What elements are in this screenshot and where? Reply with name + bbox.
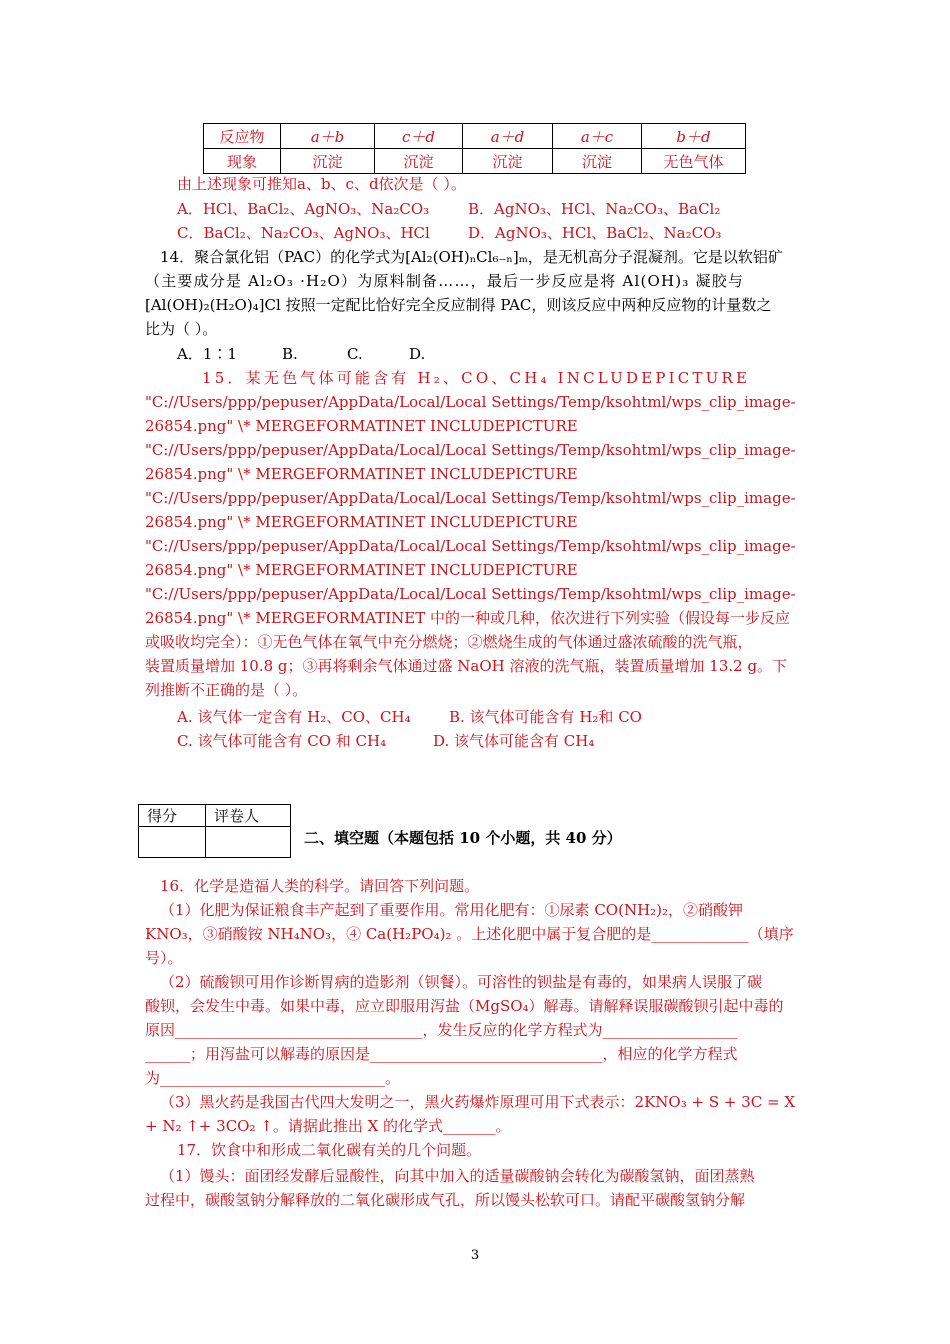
q16-line: （2）硫酸钡可用作诊断胃病的造影剂（钡餐）。可溶性的钡盐是有毒的，如果病人误服了碳 [160, 973, 763, 991]
table-header-row [204, 124, 746, 149]
table-cell: a＋c [553, 124, 642, 149]
q16-line: ______；用泻盐可以解毒的原因是_______________________________，相应的化学方程式 [145, 1045, 738, 1063]
table-cell: 沉淀 [281, 149, 375, 174]
table-cell: 沉淀 [375, 149, 463, 174]
table-cell: 无色气体 [642, 149, 746, 174]
q15-path-line: "C://Users/ppp/pepuser/AppData/Local/Local Settings/Temp/ksohtml/wps_clip_image- [145, 489, 796, 507]
q15-path-line: "C://Users/ppp/pepuser/AppData/Local/Local Settings/Temp/ksohtml/wps_clip_image- [145, 537, 796, 555]
q14-option-c: C. [347, 345, 363, 363]
q16-title: 16．化学是造福人类的科学。请回答下列问题。 [160, 877, 480, 895]
q15-mid-line: 26854.png" \* MERGEFORMATINET INCLUDEPICTURE [145, 561, 578, 579]
q14-line: 比为（ ）。 [145, 320, 218, 338]
q17-title: 17．饮食中和形成二氧化碳有关的几个问题。 [177, 1141, 482, 1159]
table-cell: a＋d [463, 124, 553, 149]
q14-line: （主要成分是 Al₂O₃ ·H₂O）为原料制备……，最后一步反应是将 Al(OH)₃ 凝胶与 [145, 272, 745, 290]
q15-mid-line: 26854.png" \* MERGEFORMATINET INCLUDEPICTURE [145, 465, 578, 483]
q15-line: 装置质量增加 10.8 g；③再将剩余气体通过盛 NaOH 溶液的洗气瓶，装置质量增加 13.2 g。下 [145, 657, 788, 675]
q15-line: 列推断不正确的是（ ）。 [145, 681, 308, 699]
q16-line: 原因_________________________________，发生反应的化学方程式为__________________ [145, 1021, 738, 1039]
q14-option-b: B. [282, 345, 298, 363]
q15-path-line: "C://Users/ppp/pepuser/AppData/Local/Local Settings/Temp/ksohtml/wps_clip_image- [145, 393, 796, 411]
grader-label: 评卷人 [206, 805, 291, 827]
q15-path-line: "C://Users/ppp/pepuser/AppData/Local/Local Settings/Temp/ksohtml/wps_clip_image- [145, 585, 796, 603]
q13-option-a: A．HCl、BaCl₂、AgNO₃、Na₂CO₃ [177, 200, 430, 218]
q15-line: 或吸收均完全）：①无色气体在氧气中充分燃烧；②燃烧生成的气体通过盛浓硫酸的洗气瓶， [145, 633, 753, 651]
q17-line: 过程中，碳酸氢钠分解释放的二氧化碳形成气孔，所以馒头松软可口。请配平碳酸氢钠分解 [145, 1191, 746, 1209]
q13-option-c: C．BaCl₂、Na₂CO₃、AgNO₃、HCl [177, 224, 430, 242]
q15-option-d: D. 该气体可能含有 CH₄ [433, 732, 595, 750]
q16-line: （1）化肥为保证粮食丰产起到了重要作用。常用化肥有：①尿素 CO(NH₂)₂，②硝酸钾 [160, 901, 744, 919]
q13-option-d: D．AgNO₃、HCl、BaCl₂、Na₂CO₃ [468, 224, 722, 242]
q14-option-d: D. [409, 345, 426, 363]
table-cell: 现象 [204, 149, 281, 174]
q14-option-a: A．1∶1 [177, 345, 237, 363]
table-row [204, 149, 746, 174]
q16-line: 酸钡，会发生中毒。如果中毒，应立即服用泻盐（MgSO₄）解毒。请解释误服碳酸钡引起中毒的 [145, 997, 784, 1015]
observation-table [203, 123, 746, 174]
table-cell: a＋b [281, 124, 375, 149]
q15-line: 15．某无色气体可能含有 H₂、CO、CH₄ INCLUDEPICTURE [202, 369, 751, 387]
q15-mid-line: 26854.png" \* MERGEFORMATINET INCLUDEPICTURE [145, 513, 578, 531]
q15-option-c: C. 该气体可能含有 CO 和 CH₄ [177, 732, 387, 750]
section-title: 二、填空题（本题包括 10 个小题，共 40 分） [304, 829, 622, 847]
score-table [138, 804, 291, 858]
q15-mid-line: 26854.png" \* MERGEFORMATINET INCLUDEPICTURE [145, 417, 578, 435]
table-cell: 沉淀 [553, 149, 642, 174]
q15-end-line: 26854.png" \* MERGEFORMATINET 中的一种或几种，依次进行下列实验（假设每一步反应 [145, 609, 791, 627]
q16-line: 号）。 [145, 949, 183, 967]
table-cell: 沉淀 [463, 149, 553, 174]
q15-option-b: B. 该气体可能含有 H₂和 CO [449, 708, 642, 726]
score-label: 得分 [139, 805, 206, 827]
q13-option-b: B．AgNO₃、HCl、Na₂CO₃、BaCl₂ [468, 200, 721, 218]
q16-line: （3）黑火药是我国古代四大发明之一，黑火药爆炸原理可用下式表示：2KNO₃ + S + 3C = X [160, 1093, 796, 1111]
q17-line: （1）馒头：面团经发酵后显酸性，向其中加入的适量碳酸钠会转化为碳酸氢钠，面团蒸熟 [160, 1167, 755, 1185]
table-cell: 反应物 [204, 124, 281, 149]
q13-stem: 由上述现象可推知a、b、c、d依次是（ ）。 [177, 175, 466, 193]
grader-field[interactable] [206, 827, 291, 858]
q15-option-a: A. 该气体一定含有 H₂、CO、CH₄ [177, 708, 411, 726]
score-field[interactable] [139, 827, 206, 858]
page-number: 3 [470, 1248, 480, 1263]
q14-line: [Al(OH)₂(H₂O)₄]Cl 按照一定配比恰好完全反应制得 PAC，则该反应中两种反应物的计量数之 [145, 296, 772, 314]
table-cell: c＋d [375, 124, 463, 149]
table-cell: b＋d [642, 124, 746, 149]
q14-line: 14．聚合氯化铝（PAC）的化学式为[Al₂(OH)ₙCl₆₋ₙ]ₘ，是无机高分子混凝剂。它是以软铝矿 [160, 248, 783, 266]
q15-path-line: "C://Users/ppp/pepuser/AppData/Local/Local Settings/Temp/ksohtml/wps_clip_image- [145, 441, 796, 459]
q16-line: + N₂ ↑+ 3CO₂ ↑。请据此推出 X 的化学式_______。 [145, 1117, 511, 1135]
q16-line: KNO₃，③硝酸铵 NH₄NO₃，④ Ca(H₂PO₄)₂ 。上述化肥中属于复合肥的是_____________（填序 [145, 925, 794, 943]
q16-line: 为______________________________。 [145, 1069, 401, 1087]
